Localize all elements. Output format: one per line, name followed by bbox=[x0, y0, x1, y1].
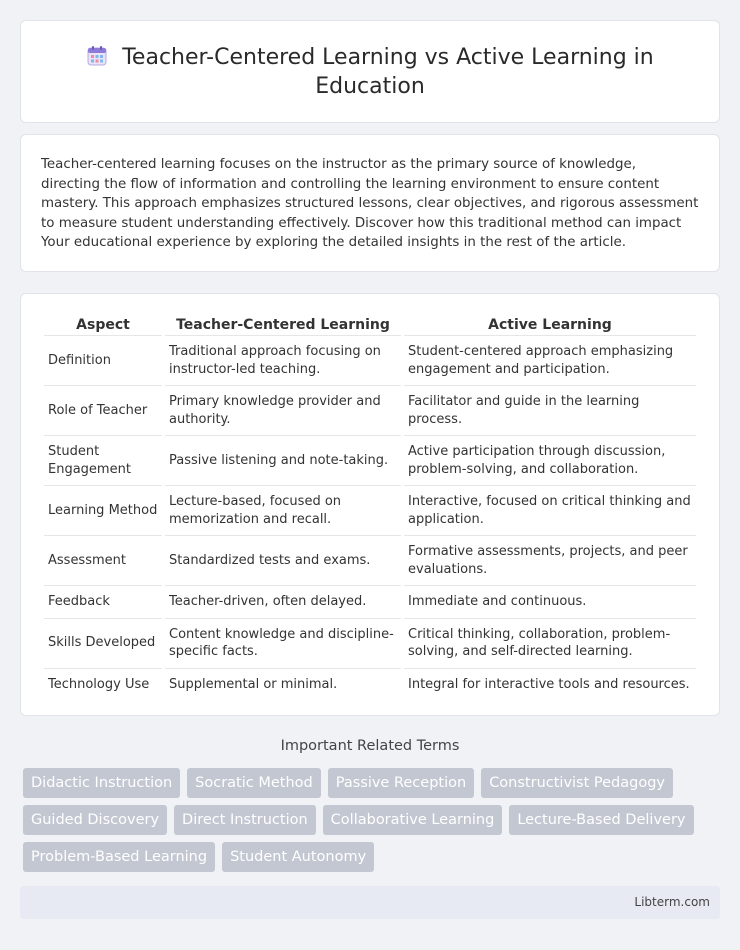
aspect-cell: Technology Use bbox=[48, 676, 150, 692]
comparison-table bbox=[41, 314, 699, 700]
table-row bbox=[44, 436, 696, 486]
calendar-icon bbox=[86, 45, 108, 67]
table-row bbox=[44, 619, 696, 669]
active-learning-cell: Facilitator and guide in the learning process. bbox=[404, 386, 696, 436]
teacher-centered-cell: Primary knowledge provider and authority. bbox=[165, 386, 401, 436]
comparison-table-card bbox=[20, 293, 720, 716]
active-learning-cell: Immediate and continuous. bbox=[404, 586, 696, 619]
related-term-tag[interactable]: Student Autonomy bbox=[222, 842, 374, 872]
related-term-tag[interactable]: Collaborative Learning bbox=[323, 805, 503, 835]
related-terms-list bbox=[23, 768, 703, 872]
intro-paragraph: Teacher-centered learning focuses on the instructor as the primary source of knowledge, directing the flow of information and controlling the learning environment to ensure content mastery. This approach emphasizes structured lessons, clear objectives, and rigorous assessment to measure student understanding effectively. Discover how this traditional method can impact Your educational experience by exploring the detailed insights in the rest of the article. bbox=[41, 157, 699, 251]
active-learning-cell: Active participation through discussion, problem-solving, and collaboration. bbox=[404, 436, 696, 486]
header-teacher-centered: Teacher-Centered Learning bbox=[165, 314, 401, 336]
aspect-cell: Student Engagement bbox=[44, 436, 162, 486]
related-term-tag[interactable]: Constructivist Pedagogy bbox=[481, 768, 673, 798]
teacher-centered-cell: Teacher-driven, often delayed. bbox=[165, 586, 401, 619]
aspect-cell: Role of Teacher bbox=[44, 386, 162, 436]
teacher-centered-cell: Traditional approach focusing on instructor-led teaching. bbox=[165, 336, 401, 386]
teacher-centered-cell: Passive listening and note-taking. bbox=[165, 436, 401, 486]
related-term-tag[interactable]: Lecture-Based Delivery bbox=[509, 805, 693, 835]
title-card bbox=[20, 20, 720, 123]
teacher-centered-cell: Lecture-based, focused on memorization and recall. bbox=[165, 486, 401, 536]
aspect-cell: Definition bbox=[44, 336, 162, 386]
related-term-tag[interactable]: Socratic Method bbox=[187, 768, 321, 798]
page-title bbox=[51, 43, 689, 101]
active-learning-cell: Student-centered approach emphasizing engagement and participation. bbox=[404, 336, 696, 386]
active-learning-cell: Integral for interactive tools and resources. bbox=[408, 676, 690, 692]
aspect-cell: Assessment bbox=[44, 536, 162, 586]
aspect-cell: Learning Method bbox=[44, 486, 162, 536]
teacher-centered-cell: Content knowledge and discipline-specific facts. bbox=[165, 619, 401, 669]
table-row bbox=[44, 386, 696, 436]
active-learning-cell: Critical thinking, collaboration, problem-solving, and self-directed learning. bbox=[404, 619, 696, 669]
related-term-tag[interactable]: Guided Discovery bbox=[23, 805, 167, 835]
footer-site-link[interactable]: Libterm.com bbox=[634, 895, 710, 909]
active-learning-cell: Formative assessments, projects, and peer evaluations. bbox=[404, 536, 696, 586]
title-text: Teacher-Centered Learning vs Active Learning in Education bbox=[122, 44, 654, 99]
related-term-tag[interactable]: Passive Reception bbox=[328, 768, 474, 798]
header-aspect: Aspect bbox=[44, 314, 162, 336]
intro-card bbox=[20, 134, 720, 272]
related-term-tag[interactable]: Direct Instruction bbox=[174, 805, 316, 835]
table-header-row bbox=[44, 314, 696, 336]
header-active-learning: Active Learning bbox=[404, 314, 696, 336]
related-terms-heading: Important Related Terms bbox=[280, 738, 460, 754]
table-row bbox=[44, 336, 696, 386]
teacher-centered-cell: Standardized tests and exams. bbox=[165, 536, 401, 586]
teacher-centered-cell: Supplemental or minimal. bbox=[169, 676, 338, 692]
footer bbox=[20, 886, 720, 919]
table-row bbox=[44, 669, 696, 701]
table-row bbox=[44, 586, 696, 619]
active-learning-cell: Interactive, focused on critical thinking and application. bbox=[404, 486, 696, 536]
aspect-cell: Skills Developed bbox=[44, 619, 162, 669]
table-row bbox=[44, 486, 696, 536]
table-row bbox=[44, 536, 696, 586]
aspect-cell: Feedback bbox=[44, 586, 162, 619]
related-term-tag[interactable]: Didactic Instruction bbox=[23, 768, 180, 798]
related-term-tag[interactable]: Problem-Based Learning bbox=[23, 842, 215, 872]
